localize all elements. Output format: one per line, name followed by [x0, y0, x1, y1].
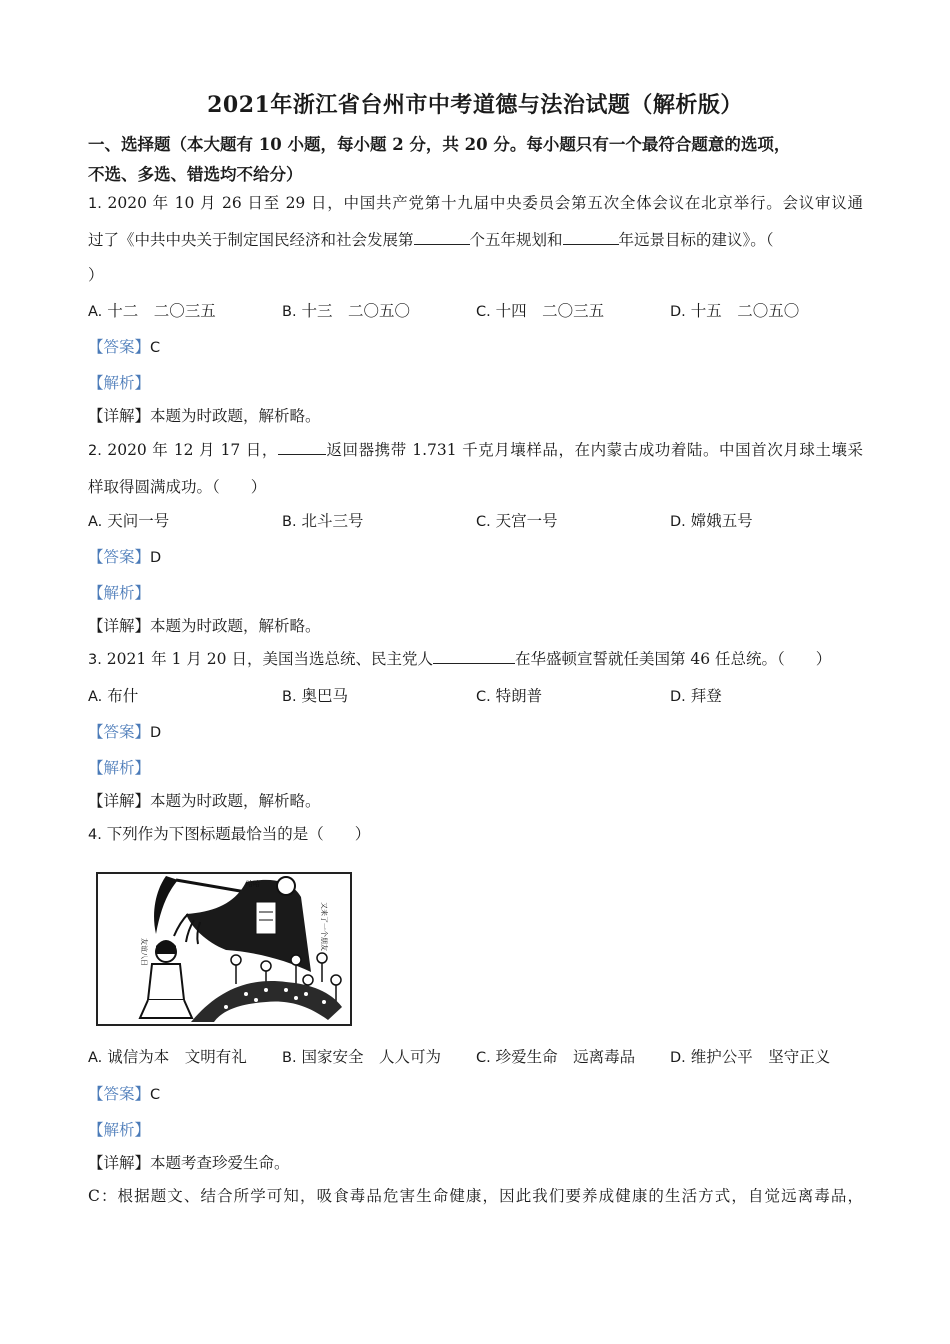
q2-stem-text1b: 返回器携带 1.731 千克月壤样品，在内蒙古成功着陆。中国首次月球土壤采	[325, 441, 864, 459]
q4-stem-text: 下列作为下图标题最恰当的是（ ）	[106, 825, 371, 843]
q1-stem-line2	[88, 229, 774, 251]
q2-option-b[interactable]: B. 北斗三号	[282, 512, 364, 530]
q2-detail	[88, 615, 321, 637]
q1-stem-line1	[88, 192, 863, 215]
analysis-tag: 【解析】	[88, 584, 151, 602]
detail-tag: 【详解】	[88, 617, 151, 635]
q1-number: 1.	[88, 196, 102, 212]
analysis-tag: 【解析】	[88, 1121, 151, 1139]
q2-stem-line2: 样取得圆满成功。（ ）	[88, 478, 267, 496]
q2-analysis	[88, 582, 150, 604]
answer-tag: 【答案】	[88, 723, 151, 741]
q1-answer-value: C	[150, 340, 161, 356]
q3-stem-text1a: 2021 年 1 月 20 日，美国当选总统、民主党人	[106, 650, 433, 668]
q4-option-c[interactable]: C. 珍爱生命 远离毒品	[476, 1048, 636, 1066]
q4-option-b[interactable]: B. 国家安全 人人可为	[282, 1048, 442, 1066]
detail-tag: 【详解】	[88, 407, 151, 425]
q2-answer-value: D	[150, 550, 162, 566]
q4-detail-text: 本题考查珍爱生命。	[150, 1154, 290, 1172]
q1-option-c[interactable]: C. 十四 二〇三五	[476, 302, 605, 320]
q3-answer-value: D	[150, 725, 162, 741]
q3-stem-text1b: 在华盛顿宣誓就任美国第 46 任总统。（ ）	[514, 650, 832, 668]
q4-answer-value: C	[150, 1087, 161, 1103]
q2-option-d[interactable]: D. 嫦娥五号	[670, 512, 753, 530]
q2-answer	[88, 546, 161, 569]
section-heading	[88, 130, 868, 190]
q1-answer	[88, 336, 160, 359]
q3-analysis	[88, 757, 150, 779]
detail-tag: 【详解】	[88, 1154, 151, 1172]
q4-answer	[88, 1083, 160, 1106]
q1-detail-text: 本题为时政题，解析略。	[150, 407, 321, 425]
q3-detail	[88, 790, 321, 812]
q3-stem-line1	[88, 648, 831, 671]
q2-stem-line1	[88, 439, 863, 462]
q1-stem-text2a: 过了《中共中央关于制定国民经济和社会发展第	[88, 231, 414, 249]
q1-option-a[interactable]: A. 十二 二〇三五	[88, 302, 216, 320]
cartoon-left-label: 友谊八日	[140, 938, 148, 966]
q4-explain: C：根据题文、结合所学可知，吸食毒品危害生命健康，因此我们要养成健康的生活方式，自觉远离毒品，	[88, 1187, 863, 1205]
q4-option-d[interactable]: D. 维护公平 坚守正义	[670, 1048, 831, 1066]
q2-option-a[interactable]: A. 天问一号	[88, 512, 170, 530]
q3-option-d[interactable]: D. 拜登	[670, 687, 722, 705]
q1-blank-2	[563, 230, 619, 245]
q4-stem-line1	[88, 823, 370, 846]
section-heading-line2: 不选、多选、错选均不给分）	[88, 165, 303, 184]
q2-option-c[interactable]: C. 天宫一号	[476, 512, 558, 530]
section-heading-line1: 一、选择题（本大题有 10 小题，每小题 2 分，共 20 分。每小题只有一个最符合题意的选项，	[88, 135, 791, 154]
q1-detail	[88, 405, 321, 427]
answer-tag: 【答案】	[88, 548, 151, 566]
q4-detail	[88, 1152, 290, 1174]
cartoon-right-label: 又来了一个朋友	[320, 902, 328, 951]
analysis-tag: 【解析】	[88, 759, 151, 777]
anti-drug-cartoon-image	[96, 872, 352, 1026]
q3-answer	[88, 721, 161, 744]
q4-analysis	[88, 1119, 150, 1141]
page-title: 2021年浙江省台州市中考道德与法治试题（解析版）	[207, 92, 743, 118]
q1-stem-text2c: 年远景目标的建议》。（	[618, 231, 774, 249]
q1-stem-text2b: 个五年规划和	[469, 231, 563, 249]
answer-tag: 【答案】	[88, 1085, 151, 1103]
q4-option-a[interactable]: A. 诚信为本 文明有礼	[88, 1048, 247, 1066]
q3-detail-text: 本题为时政题，解析略。	[150, 792, 321, 810]
q1-option-d[interactable]: D. 十五 二〇五〇	[670, 302, 800, 320]
q3-option-c[interactable]: C. 特朗普	[476, 687, 543, 705]
q2-stem-text1a: 2020 年 12 月 17 日，	[107, 441, 278, 459]
q2-detail-text: 本题为时政题，解析略。	[150, 617, 321, 635]
q1-option-b[interactable]: B. 十三 二〇五〇	[282, 302, 411, 320]
detail-tag: 【详解】	[88, 792, 151, 810]
analysis-tag: 【解析】	[88, 374, 151, 392]
cartoon-top-label: 哈哈	[246, 880, 260, 888]
q1-stem-line3: ）	[88, 266, 104, 284]
q3-option-b[interactable]: B. 奥巴马	[282, 687, 349, 705]
q3-blank	[433, 649, 515, 664]
q4-number: 4.	[88, 827, 102, 843]
q1-blank-1	[414, 230, 470, 245]
q1-analysis	[88, 372, 150, 394]
q2-number: 2.	[88, 443, 102, 459]
q2-blank	[278, 440, 326, 455]
q1-stem-text1: 2020 年 10 月 26 日至 29 日，中国共产党第十九届中央委员会第五次全体会议在北京举行。会议审议通	[107, 194, 863, 212]
answer-tag: 【答案】	[88, 338, 151, 356]
q3-number: 3.	[88, 652, 102, 668]
q3-option-a[interactable]: A. 布什	[88, 687, 139, 705]
